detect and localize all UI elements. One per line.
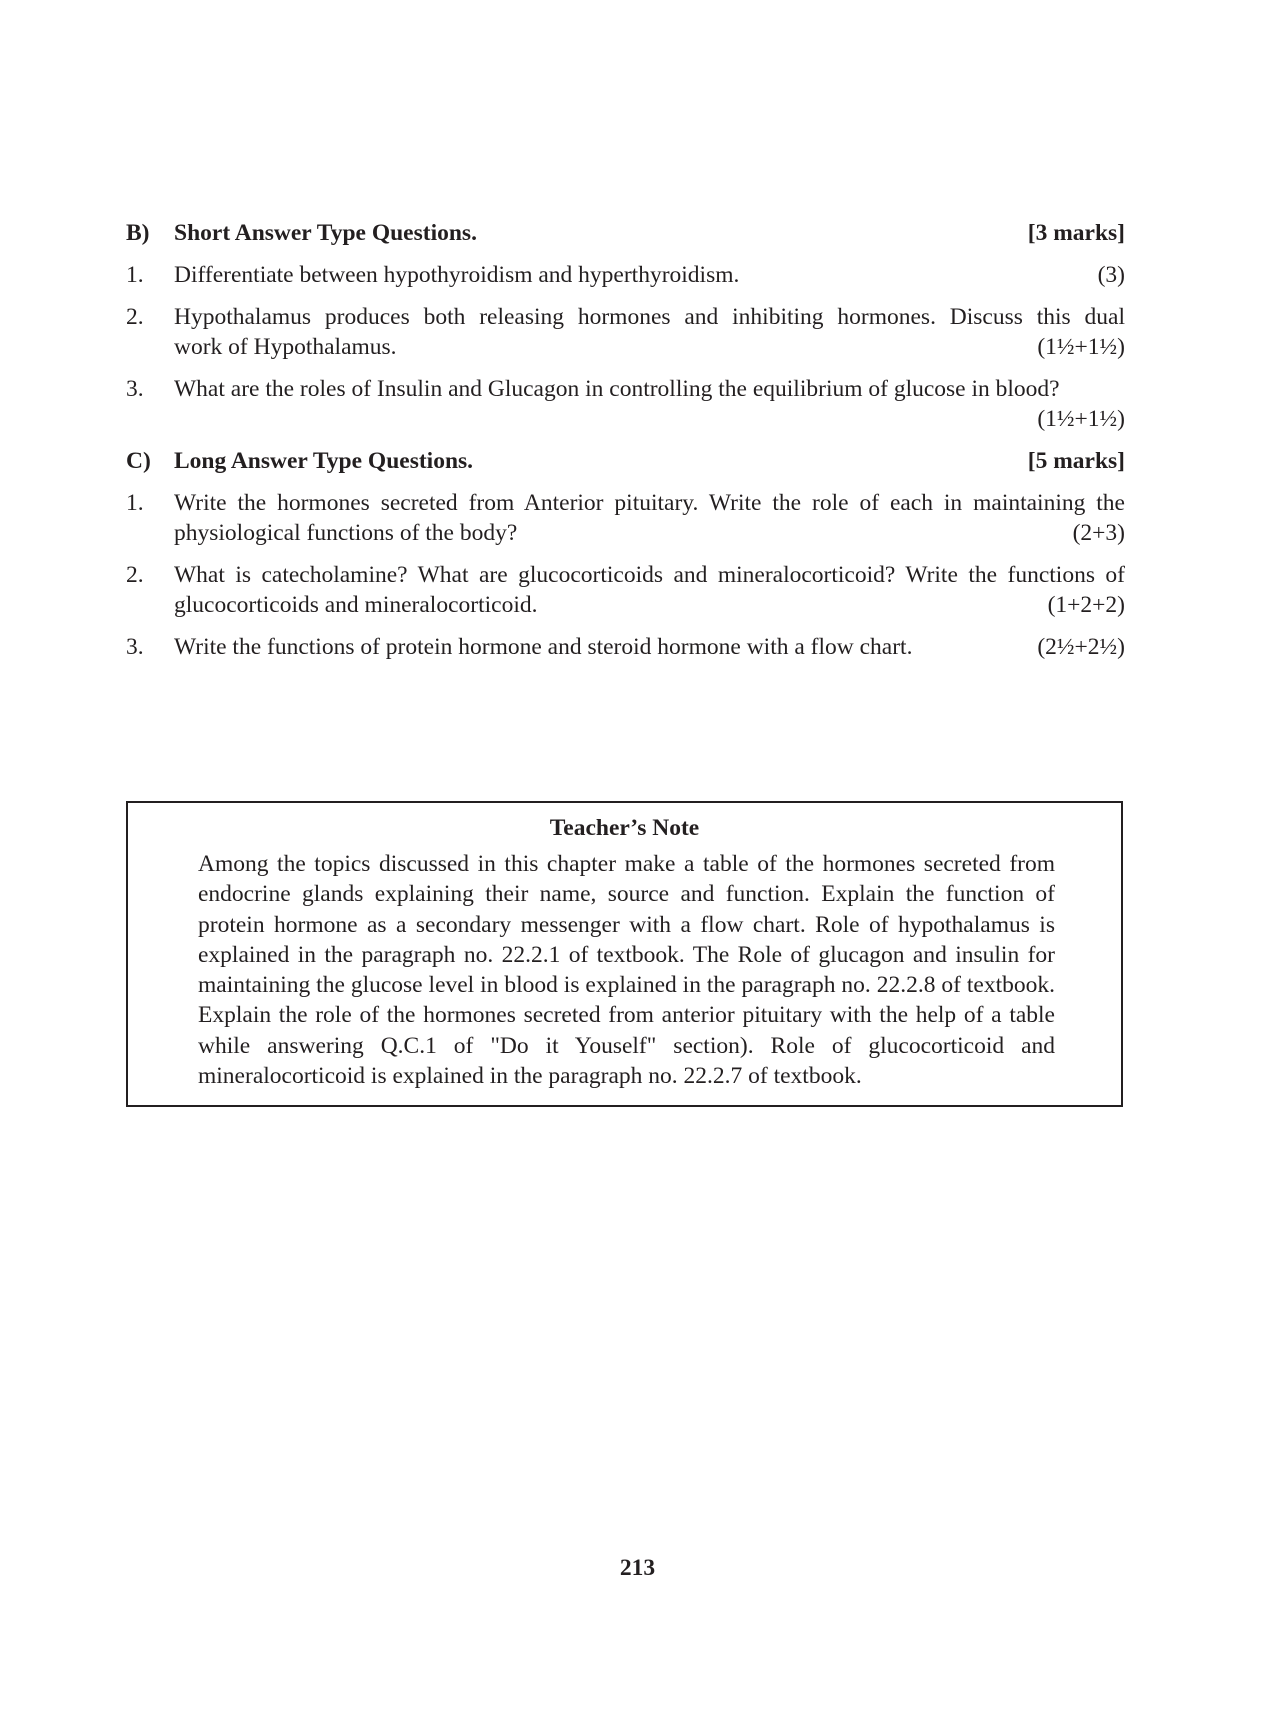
page-number: 213 (619, 1555, 656, 1581)
question-number: 2. (126, 562, 144, 588)
section-b-label: B) (126, 220, 150, 246)
questions-content (126, 218, 1125, 674)
section-c-title: Long Answer Type Questions. (174, 448, 474, 474)
question-b3 (126, 374, 1125, 434)
question-marks: (1½+1½) (1037, 334, 1125, 360)
question-marks: (3) (1097, 262, 1125, 288)
section-c-label: C) (126, 448, 151, 474)
section-b-title: Short Answer Type Questions. (174, 220, 477, 246)
question-text-line: What are the roles of Insulin and Glucagon in controlling the equilibrium of glucose in blood? (174, 376, 1060, 402)
section-c-marks: [5 marks] (1027, 448, 1125, 474)
question-number: 1. (126, 490, 144, 516)
question-c3 (126, 632, 1125, 662)
question-c2 (126, 560, 1125, 620)
question-marks: (2½+2½) (1037, 634, 1125, 660)
question-b2 (126, 302, 1125, 362)
question-number: 3. (126, 376, 144, 402)
question-text-line: What is catecholamine? What are glucocorticoids and mineralocorticoid? Write the functions of (174, 562, 1125, 588)
teachers-note-box (126, 801, 1123, 1107)
section-b-marks: [3 marks] (1027, 220, 1125, 246)
question-number: 2. (126, 304, 144, 330)
question-b1 (126, 260, 1125, 290)
question-number: 1. (126, 262, 144, 288)
question-c1 (126, 488, 1125, 548)
question-marks: (1+2+2) (1047, 592, 1125, 618)
question-text-line: work of Hypothalamus. (174, 334, 397, 360)
question-marks: (2+3) (1072, 520, 1125, 546)
question-text-line: physiological functions of the body? (174, 520, 518, 546)
section-b-heading (126, 218, 1125, 248)
question-text: Write the functions of protein hormone and steroid hormone with a flow chart. (174, 634, 913, 660)
question-marks: (1½+1½) (1037, 406, 1125, 432)
teachers-note-title: Teacher’s Note (549, 815, 700, 841)
question-text-line: Write the hormones secreted from Anterior pituitary. Write the role of each in maintaining the (174, 490, 1125, 516)
question-text: Differentiate between hypothyroidism and hyperthyroidism. (174, 262, 740, 288)
section-c-heading (126, 446, 1125, 476)
question-text-line: Hypothalamus produces both releasing hormones and inhibiting hormones. Discuss this dual (174, 304, 1125, 330)
question-number: 3. (126, 634, 144, 660)
question-text-line: glucocorticoids and mineralocorticoid. (174, 592, 538, 618)
teachers-note-text: Among the topics discussed in this chapter make a table of the hormones secreted from endocrine glands explaining their name, source and function. Explain the function of protein hormone as a secondary messenger with a flow chart. Role of hypothalamus is explained in the paragraph no. 22.2.1 of textbook. The Role of glucagon and insulin for maintaining the glucose level in blood is explained in the paragraph no. 22.2.8 of textbook. Explain the role of the hormones secreted from anterior pituitary with the help of a table while answering Q.C.1 of "Do it Youself" section). Role of glucocorticoid and mineralocorticoid is explained in the paragraph no. 22.2.7 of textbook. (198, 851, 1055, 1090)
